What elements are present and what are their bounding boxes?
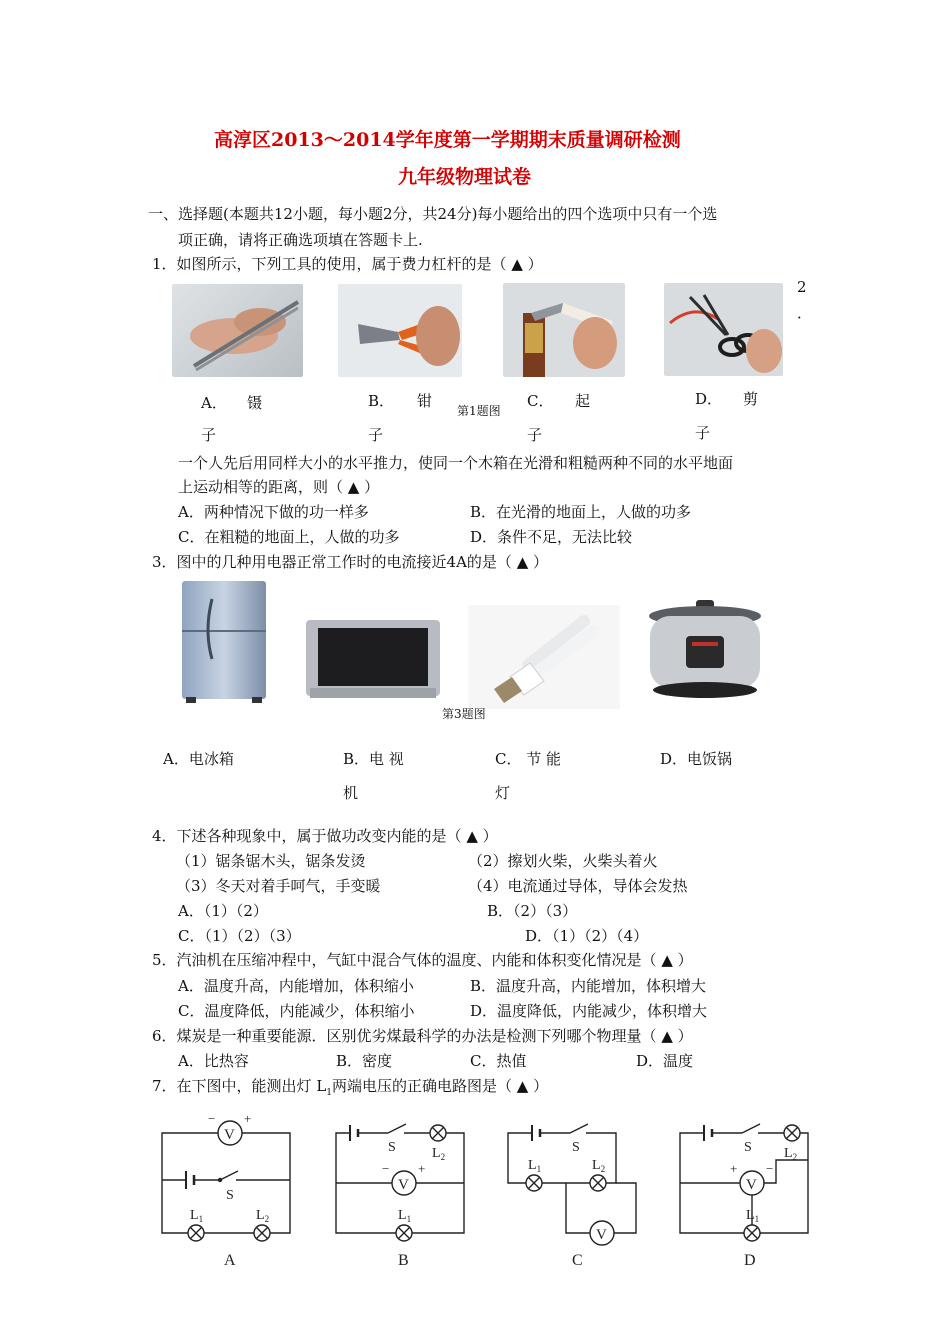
- pliers-photo: [338, 284, 462, 377]
- circuit-d-label: D: [744, 1252, 756, 1269]
- q3-caption: 第3题图: [442, 707, 486, 721]
- q5-optB: B．温度升高，内能增加，体积增大: [470, 977, 707, 995]
- q1-stem: 1．如图所示，下列工具的使用，属于费力杠杆的是（ ▲ ）: [152, 255, 543, 273]
- q4-optD: D．（1）（2）（4）: [525, 927, 649, 945]
- q3-optB-line2: 机: [343, 784, 359, 802]
- q6-optD: D．温度: [636, 1052, 694, 1070]
- q6-optC: C．热值: [470, 1052, 527, 1070]
- circuit-d-l1: $L_1$: [746, 1208, 760, 1224]
- circuit-d-l2: $L_2$: [784, 1146, 798, 1162]
- q2-optB: B．在光滑的地面上，人做的功多: [470, 503, 692, 521]
- q1-optD-word1: 剪: [743, 390, 759, 408]
- bottle-opener-photo: [503, 283, 625, 377]
- rice-cooker-photo: [640, 598, 770, 702]
- q3-optD: D．电饭锅: [660, 750, 733, 768]
- circuit-c-label: C: [572, 1252, 583, 1269]
- q4-item3: （3）冬天对着手呵气，手变暖: [176, 877, 381, 895]
- q4-optB: B．（2）（3）: [487, 902, 578, 920]
- q7-circuit-diagrams: [150, 1105, 830, 1275]
- q1-optC-word1: 起: [575, 392, 591, 410]
- circuit-d-switch-label: S: [744, 1140, 752, 1155]
- q4-item1: （1）锯条锯木头，锯条发烫: [176, 852, 366, 870]
- circuit-b-voltmeter-label: V: [398, 1177, 409, 1193]
- television-photo: [304, 618, 442, 702]
- tweezers-photo: [172, 284, 303, 377]
- q3-optC-line1: C． 节 能: [495, 750, 562, 768]
- q6-stem: 6．煤炭是一种重要能源．区别优劣煤最科学的办法是检测下列哪个物理量（ ▲ ）: [152, 1027, 693, 1045]
- q2-optD: D．条件不足，无法比较: [470, 528, 633, 546]
- q2-stem-line1: 一个人先后用同样大小的水平推力，使同一个木箱在光滑和粗糙两种不同的水平地面: [178, 454, 734, 472]
- q4-item4: （4）电流通过导体，导体会发热: [468, 877, 688, 895]
- q2-stem-line2: 上运动相等的距离，则（ ▲ ）: [178, 478, 380, 496]
- q7-stem: [152, 1075, 548, 1098]
- circuit-a: [162, 1111, 290, 1269]
- circuit-c-l1: $L_1$: [528, 1158, 542, 1174]
- q1-optB-word2: 子: [368, 426, 384, 444]
- circuit-a-label: A: [224, 1252, 236, 1269]
- q1-optA-word2: 子: [201, 426, 217, 444]
- circuit-c: [508, 1124, 636, 1269]
- q2-optC: C．在粗糙的地面上，人做的功多: [178, 528, 400, 546]
- q4-optA: A．（1）（2）: [178, 902, 268, 920]
- q5-optA: A．温度升高，内能增加，体积缩小: [178, 977, 414, 995]
- circuit-b-l2: $L_2$: [432, 1146, 446, 1162]
- exam-subtitle: 九年级物理试卷: [398, 166, 532, 188]
- q5-optC: C．温度降低，内能减少，体积缩小: [178, 1002, 415, 1020]
- q2-number-dot: ．: [797, 304, 813, 322]
- circuit-a-voltmeter-label: V: [224, 1127, 235, 1143]
- section-intro-line1: 一、选择题(本题共12小题，每小题2分，共24分)每小题给出的四个选项中只有一个选: [148, 205, 718, 223]
- q3-optC-line2: 灯: [495, 784, 511, 802]
- circuit-b-switch-label: S: [388, 1140, 396, 1155]
- q1-caption: 第1题图: [457, 404, 501, 418]
- q4-optC: C．（1）（2）（3）: [178, 927, 301, 945]
- q4-stem: 4．下述各种现象中，属于做功改变内能的是（ ▲ ）: [152, 827, 498, 845]
- section-intro-line2: 项正确，请将正确选项填在答题卡上.: [178, 231, 423, 249]
- q7-stem-pre: 7．在下图中，能测出灯 L: [152, 1077, 327, 1095]
- circuit-a-minus: −: [208, 1111, 216, 1126]
- q1-optD-letter: D．: [695, 390, 723, 408]
- q1-optA-word1: 镊: [247, 394, 263, 412]
- q1-optB-letter: B．: [368, 392, 395, 410]
- circuit-c-l2: $L_2$: [592, 1158, 606, 1174]
- circuit-a-l2: $L_2$: [256, 1208, 270, 1224]
- energy-saving-lamp-photo: [468, 605, 620, 709]
- q1-optC-word2: 子: [527, 426, 543, 444]
- q3-optA: A．电冰箱: [163, 750, 234, 768]
- circuit-a-l1: $L_1$: [190, 1208, 204, 1224]
- q5-optD: D．温度降低，内能减少，体积增大: [470, 1002, 708, 1020]
- circuit-d-minus: −: [766, 1161, 774, 1176]
- q2-optA: A．两种情况下做的功一样多: [178, 503, 369, 521]
- q3-optB-line1: B．电 视: [343, 750, 404, 768]
- circuit-b-plus: +: [418, 1161, 426, 1176]
- circuit-c-switch-label: S: [572, 1140, 580, 1155]
- q1-optD-word2: 子: [695, 424, 711, 442]
- q1-optB-word1: 钳: [417, 392, 433, 410]
- circuit-d-voltmeter-label: V: [746, 1177, 757, 1193]
- circuit-d-plus: +: [730, 1161, 738, 1176]
- q2-number: 2: [797, 278, 807, 296]
- circuit-d: [680, 1124, 808, 1269]
- q4-item2: （2）擦划火柴，火柴头着火: [468, 852, 658, 870]
- circuit-b-l1: $L_1$: [398, 1208, 412, 1224]
- q1-optA-letter: A．: [201, 394, 227, 412]
- q1-optC-letter: C．: [527, 392, 554, 410]
- q6-optB: B．密度: [336, 1052, 393, 1070]
- scissors-photo: [664, 283, 783, 376]
- circuit-a-switch-label: S: [226, 1188, 234, 1203]
- q7-stem-sub: 1: [326, 1088, 333, 1098]
- q7-stem-post: 两端电压的正确电路图是（ ▲ ）: [332, 1077, 549, 1095]
- exam-title: 高淳区2013～2014学年度第一学期期末质量调研检测: [214, 129, 681, 151]
- circuit-b: [336, 1124, 464, 1269]
- q3-stem: 3．图中的几种用电器正常工作时的电流接近4A的是（ ▲ ）: [152, 553, 548, 571]
- circuit-a-plus: +: [244, 1111, 252, 1126]
- circuit-c-voltmeter-label: V: [596, 1227, 607, 1243]
- refrigerator-photo: [178, 579, 270, 705]
- q6-optA: A．比热容: [178, 1052, 249, 1070]
- circuit-b-label: B: [398, 1252, 409, 1269]
- q5-stem: 5．汽油机在压缩冲程中，气缸中混合气体的温度、内能和体积变化情况是（ ▲ ）: [152, 951, 693, 969]
- circuit-b-minus: −: [382, 1161, 390, 1176]
